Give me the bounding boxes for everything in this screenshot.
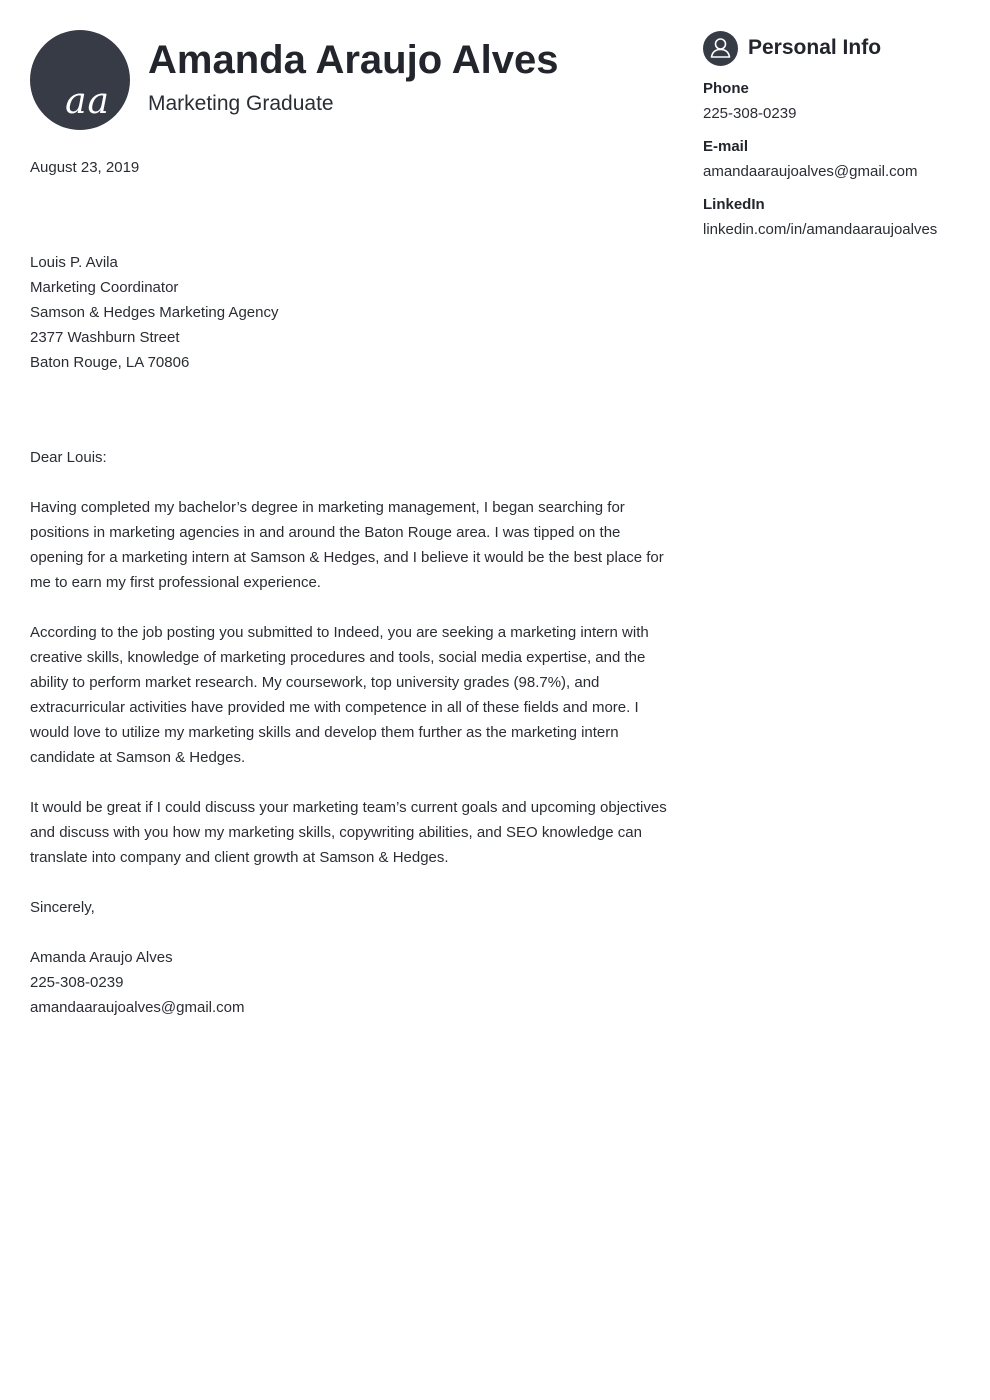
body-paragraph: It would be great if I could discuss your marketing team’s current goals and upcoming objectives and discuss with you how my marketing skills, copywriting abilities, and SEO knowledge can translate into company and client growth at Samson & Hedges.: [30, 799, 667, 866]
monogram-avatar: [30, 30, 130, 130]
email-label: E-mail: [703, 138, 749, 155]
letter-date-block: [30, 155, 670, 180]
letter-date: August 23, 2019: [30, 159, 140, 176]
body-paragraph: According to the job posting you submitted to Indeed, you are seeking a marketing intern with creative skills, knowledge of marketing procedures and tools, social media expertise, and the ability to perform market research. My coursework, top university grades (98.7%), and extracurricular activities have provided me with competence in all of these fields and more. I would love to utilize my marketing skills and develop them further as the marketing intern candidate at Samson & Hedges.: [30, 624, 649, 766]
signature-email: amandaaraujoalves@gmail.com: [30, 999, 245, 1016]
email-value: amandaaraujoalves@gmail.com: [703, 163, 918, 180]
linkedin-value: linkedin.com/in/amandaaraujoalves: [703, 221, 938, 238]
recipient-street: 2377 Washburn Street: [30, 329, 180, 346]
recipient-address: [30, 250, 278, 375]
linkedin-label: LinkedIn: [703, 196, 765, 213]
closing: Sincerely,: [30, 899, 95, 916]
signature-phone: 225-308-0239: [30, 974, 124, 991]
sidebar-header: [703, 30, 973, 66]
monogram-initials: aa: [65, 81, 110, 122]
recipient-company: Samson & Hedges Marketing Agency: [30, 304, 279, 321]
letter-body: [30, 495, 670, 895]
signature-block: [30, 945, 245, 1020]
sidebar-title: Personal Info: [748, 36, 882, 59]
person-icon-glyph: [710, 37, 731, 59]
phone-label: Phone: [703, 80, 749, 97]
recipient-name: Louis P. Avila: [30, 254, 118, 271]
applicant-title: Marketing Graduate: [148, 92, 334, 115]
personal-info-sidebar: [703, 30, 973, 238]
recipient-position: Marketing Coordinator: [30, 279, 179, 296]
phone-value: 225-308-0239: [703, 105, 797, 122]
recipient-city: Baton Rouge, LA 70806: [30, 354, 190, 371]
person-icon: [703, 31, 738, 66]
signature-name: Amanda Araujo Alves: [30, 949, 173, 966]
body-paragraph: Having completed my bachelor’s degree in marketing management, I began searching for positions in marketing agencies in and around the Baton Rouge area. I was tipped on the opening for a marketing intern at Samson & Hedges, and I believe it would be the best place for me to earn my first professional experience.: [30, 499, 664, 591]
salutation: Dear Louis:: [30, 449, 107, 466]
applicant-name: Amanda Araujo Alves: [148, 38, 559, 82]
